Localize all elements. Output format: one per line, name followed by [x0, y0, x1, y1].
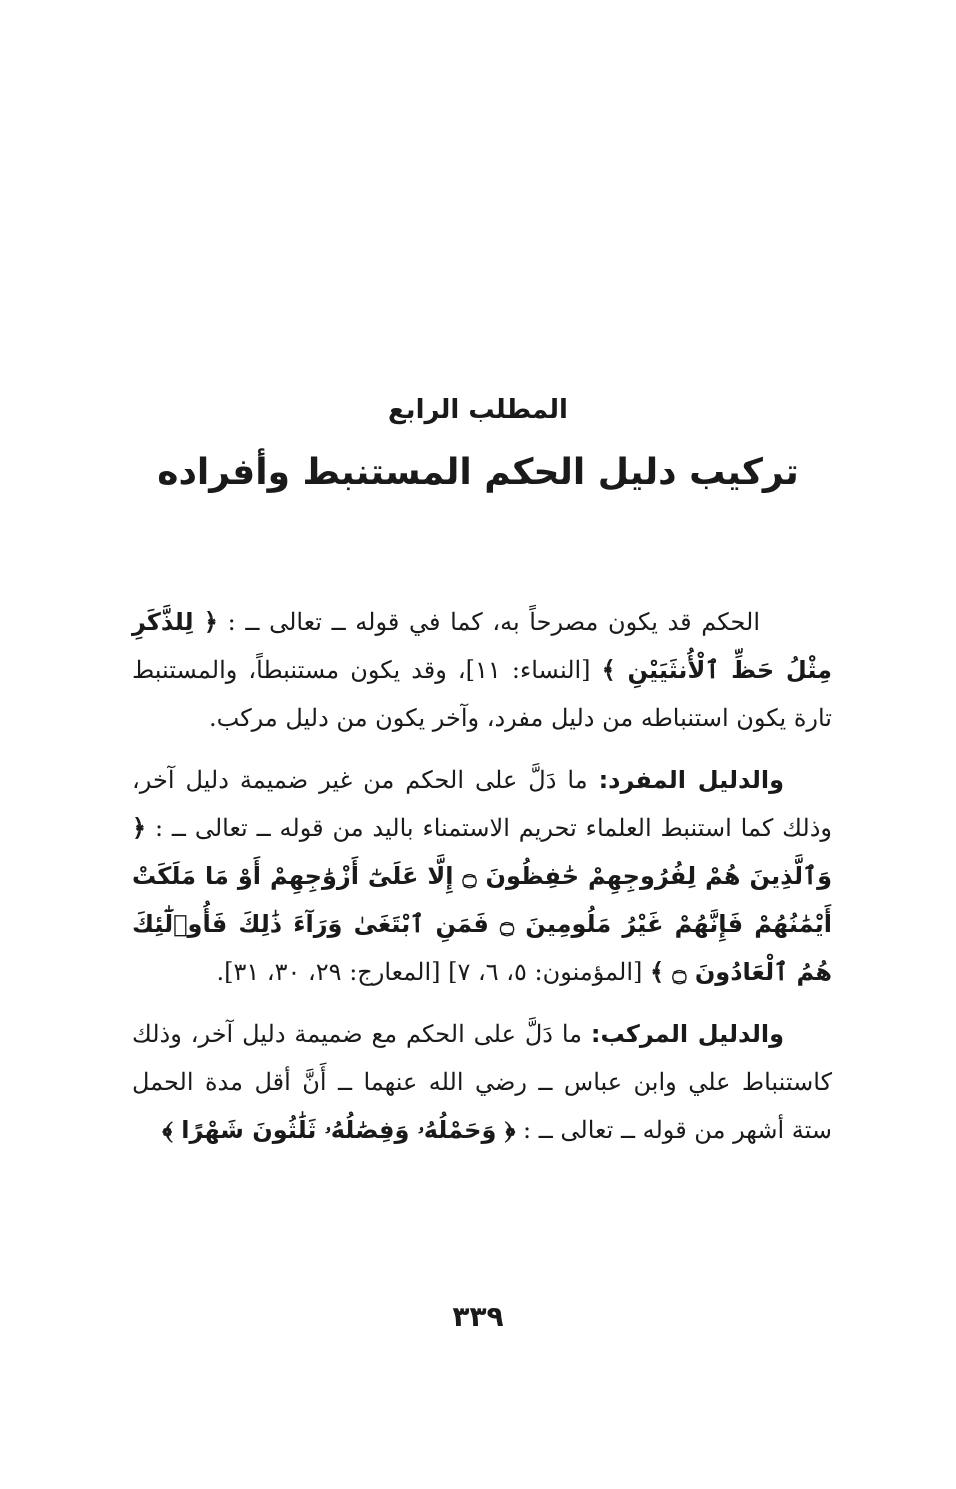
quran-verse: ﴿ وَحَمْلُهُۥ وَفِصَٰلُهُۥ ثَلَٰثُونَ شَهْرًا ﴾ — [162, 1116, 516, 1144]
paragraph-single-evidence — [132, 756, 832, 996]
quran-verse: ﴿ وَٱلَّذِينَ هُمْ لِفُرُوجِهِمْ حَٰفِظُونَ ۝ إِلَّا عَلَىٰٓ أَزْوَٰجِهِمْ أَوْ مَا مَلَكَتْ أَيْمَٰنُهُمْ فَإِنَّهُمْ غَيْرُ مَلُومِينَ ۝ فَمَنِ ٱبْتَغَىٰ وَرَآءَ ذَٰلِكَ فَأُو۟لَٰٓئِكَ هُمُ ٱلْعَادُونَ ۝ ﴾ — [132, 814, 832, 986]
paragraph-text: ما دَلَّ على الحكم مع ضميمة دليل آخر، وذلك كاستنباط علي وابن عباس ــ رضي الله عنهما ــ أَنَّ أقل مدة الحمل ستة أشهر من قوله ــ تعالى ــ : — [132, 1020, 832, 1144]
page-number: ٣٣٩ — [452, 1300, 504, 1333]
paragraph-compound-evidence — [132, 1010, 832, 1154]
section-title: تركيب دليل الحكم المستنبط وأفراده — [157, 452, 799, 493]
citation: [المؤمنون: ٥، ٦، ٧] [المعارج: ٢٩، ٣٠، ٣١]. — [216, 958, 643, 986]
term-compound-evidence: والدليل المركب: — [590, 1020, 784, 1048]
paragraph-text: [النساء: ١١]، وقد يكون مستنبطاً، والمستنبط تارة يكون استنباطه من دليل مفرد، وآخر يكون من دليل مركب. — [132, 656, 832, 732]
section-label: المطلب الرابع — [388, 395, 568, 425]
paragraph-explicit-ruling — [132, 598, 832, 742]
paragraph-text: الحكم قد يكون مصرحاً به، كما في قوله ــ تعالى ــ : — [227, 608, 760, 636]
body-text — [132, 598, 832, 1168]
paragraph-text: ما دَلَّ على الحكم من غير ضميمة دليل آخر، وذلك كما استنبط العلماء تحريم الاستمناء باليد من قوله ــ تعالى ــ : — [132, 766, 832, 842]
quran-verse: ﴿ لِلذَّكَرِ مِثْلُ حَظِّ ٱلْأُنثَيَيْنِ ﴾ — [132, 608, 833, 684]
term-single-evidence: والدليل المفرد: — [598, 766, 784, 794]
